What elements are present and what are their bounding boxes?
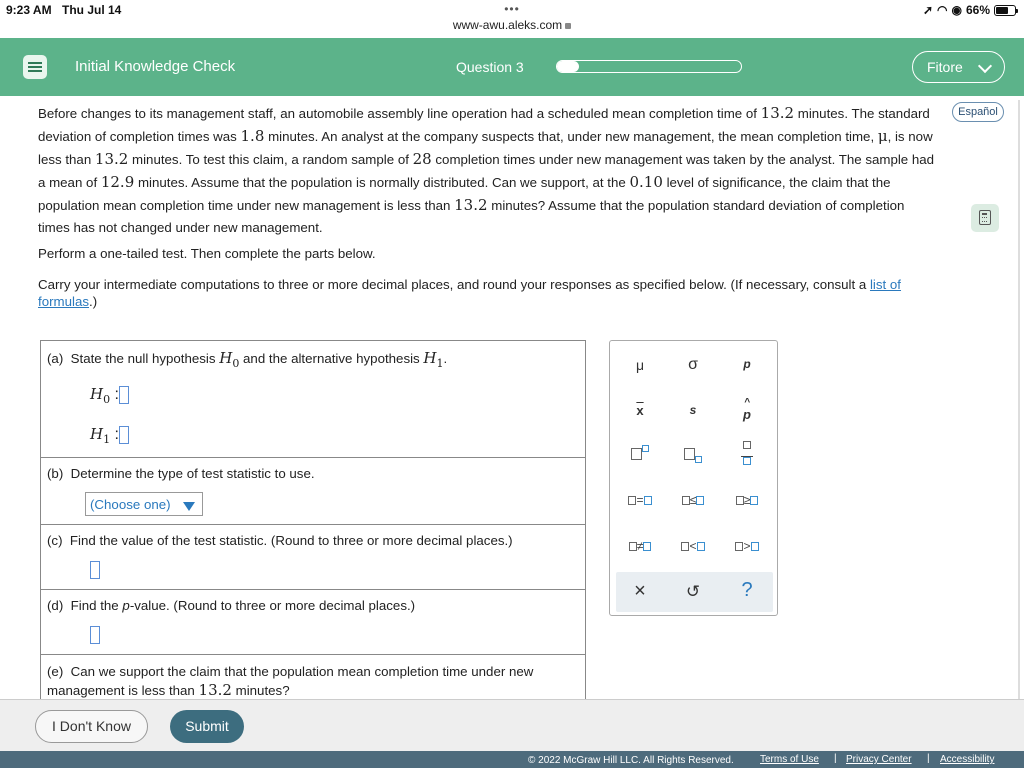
palette-actions <box>616 572 773 612</box>
question-number: Question 3 <box>456 59 524 75</box>
dont-know-button[interactable]: I Don't Know <box>35 710 148 743</box>
status-time: 9:23 AM <box>6 3 52 17</box>
part-c-box <box>40 524 586 590</box>
submit-button[interactable]: Submit <box>170 710 244 743</box>
alt-hypothesis-row: $H_1$ : <box>90 425 129 444</box>
user-menu-button[interactable] <box>912 51 1005 83</box>
battery-percent: 66% <box>965 3 990 17</box>
clear-icon[interactable]: × <box>634 580 646 602</box>
language-button[interactable]: Español <box>952 102 1004 122</box>
p-key[interactable]: p <box>743 357 751 371</box>
copyright: © 2022 McGraw Hill LLC. All Rights Reserved. <box>528 755 734 766</box>
status-date: Thu Jul 14 <box>62 3 122 17</box>
accessibility-link[interactable]: Accessibility <box>940 754 995 765</box>
help-icon[interactable]: ? <box>741 579 753 601</box>
symbol-palette <box>609 340 778 616</box>
null-hypothesis-row: $H_0$ : <box>90 385 129 404</box>
progress-fill <box>557 61 579 72</box>
url-text: www-awu.aleks.com <box>452 18 563 32</box>
part-b-prompt: (b) Determine the type of test statistic to use. <box>47 466 315 481</box>
calculator-icon[interactable] <box>971 204 999 232</box>
part-a-prompt: (a) State the null hypothesis $H_0$ and the alternative hypothesis $H_1$. <box>47 349 448 370</box>
footer: © 2022 McGraw Hill LLC. All Rights Reserved. Terms of Use | Privacy Center | Accessibility <box>0 751 1024 768</box>
superscript-key[interactable] <box>620 445 660 463</box>
dropdown-arrow-icon <box>183 502 195 511</box>
fraction-key[interactable] <box>727 441 767 465</box>
orientation-lock-icon: ◉ <box>951 3 962 17</box>
instruction-rounding: Carry your intermediate computations to three or more decimal places, and round your responses as specified below. (If necessary, consult a list of formulas.) <box>38 277 902 309</box>
lock-icon <box>565 23 571 29</box>
part-c-prompt: (c) Find the value of the test statistic. (Round to three or more decimal places.) <box>47 533 513 548</box>
app-header <box>0 38 1024 96</box>
part-a-box <box>40 340 586 458</box>
greater-than-key[interactable]: > <box>727 539 767 553</box>
xbar-key[interactable]: $\overline{x}$ <box>636 403 644 418</box>
greater-equal-key[interactable]: ≥ <box>727 493 767 507</box>
p-hat-key[interactable]: ^ p <box>743 397 751 422</box>
part-d-box <box>40 589 586 655</box>
terms-link[interactable]: Terms of Use <box>760 754 819 765</box>
s-key[interactable]: s <box>689 403 697 417</box>
equals-key[interactable]: = <box>620 493 660 507</box>
tab-dots[interactable]: ••• <box>504 2 520 16</box>
p-value-input[interactable] <box>90 626 100 644</box>
test-statistic-select[interactable]: (Choose one) <box>85 492 203 516</box>
menu-icon[interactable] <box>23 55 47 79</box>
scrollbar[interactable] <box>1018 100 1020 700</box>
privacy-link[interactable]: Privacy Center <box>846 754 912 765</box>
less-equal-key[interactable]: ≤ <box>673 493 713 507</box>
subscript-key[interactable] <box>673 445 713 463</box>
formulas-link[interactable]: list of formulas <box>38 277 902 309</box>
alt-hypothesis-input[interactable] <box>119 426 129 444</box>
part-e-prompt: (e) Can we support the claim that the population mean completion time under new management is less than 13.2 minutes? <box>47 664 534 699</box>
location-icon: ➚ <box>922 3 933 17</box>
page-title: Initial Knowledge Check <box>75 58 236 75</box>
user-name: Fitore <box>927 59 963 75</box>
wifi-icon: ◠ <box>937 3 948 17</box>
not-equal-key[interactable]: ≠ <box>620 539 660 553</box>
progress-bar <box>556 60 742 73</box>
problem-statement: Before changes to its management staff, an automobile assembly line operation had a scheduled mean completion time of 13.2 minutes. The standard deviation of completion times was 1.8 minutes. An analyst at the company suspects that, under new management, the mean completion time, μ, is now less than 13.2 minutes. To test this claim, a random sample of 28 completion times under new management was taken by the analyst. The sample had a mean of 12.9 minutes. Assume that the population is normally distributed. Can we support, at the 0.10 level of significance, the claim that the population mean completion time under new management is less than 13.2 minutes? Assume that the population standard deviation of completion times has not changed under new management. <box>38 104 935 235</box>
action-bar <box>0 699 1024 751</box>
chevron-down-icon <box>978 59 992 73</box>
url-bar[interactable] <box>0 18 1024 32</box>
less-than-key[interactable]: < <box>673 539 713 553</box>
null-hypothesis-input[interactable] <box>119 386 129 404</box>
part-b-box <box>40 457 586 525</box>
sigma-key[interactable]: σ <box>688 356 698 373</box>
test-statistic-input[interactable] <box>90 561 100 579</box>
instruction-one-tailed: Perform a one-tailed test. Then complete the parts below. <box>38 246 376 261</box>
part-d-prompt: (d) Find the p-value. (Round to three or more decimal places.) <box>47 598 416 613</box>
mu-key[interactable]: μ <box>635 357 645 373</box>
undo-icon[interactable]: ↺ <box>685 582 701 601</box>
